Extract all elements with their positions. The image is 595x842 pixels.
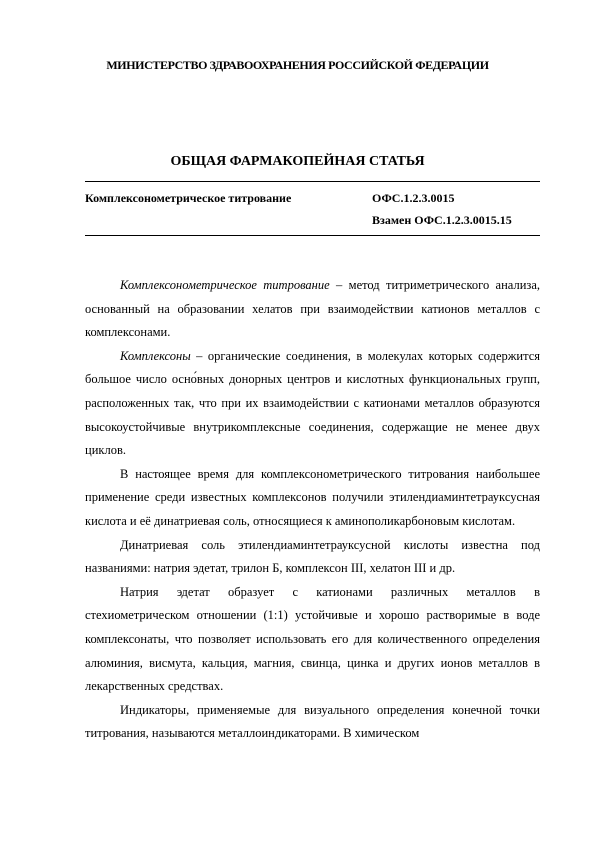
document-type-title: ОБЩАЯ ФАРМАКОПЕЙНАЯ СТАТЬЯ [170,154,425,169]
paragraph-sodium-edetate: Натрия эдетат образует с катионами различных металлов в стехиометрическом отношении (1:1) устойчивые и хорошо растворимые в воде комплексонаты, что позволяет использовать его для количественного определения алюминия, висмута, кальция, магния, свинца, цинка и других ионов металлов в лекарственных средствах. [85,584,540,694]
paragraph-definition-text: – метод титриметрического анализа, основанный на образовании хелатов при взаимодействии катионов металлов с комплексонами. [85,278,540,340]
paragraph-definition [85,274,540,345]
paragraph-complexones [85,345,540,463]
header-top-rule [85,181,540,182]
header-bottom-rule [85,235,540,236]
term-complexones: Комплексоны [120,348,191,363]
article-code: ОФС.1.2.3.0015 [372,191,455,205]
article-replaces: Взамен ОФС.1.2.3.0015.15 [372,213,512,227]
paragraph-edta: В настоящее время для комплексонометрического титрования наибольшее применение среди известных комплексонов получили этилендиаминтетрауксусная кислота и её динатриевая соль, относящиеся к аминополикарбоновым кислотам. [85,466,540,528]
paragraph-indicators: Индикаторы, применяемые для визуального определения конечной точки титрования, называются металлоиндикаторами. В химическом [85,702,540,741]
paragraph-disodium-salt: Динатриевая соль этилендиаминтетрауксусной кислоты известна под названиями: натрия эдетат, трилон Б, комплексон III, хелатон III и др. [85,537,540,576]
article-name: Комплексонометрическое титрование [85,191,292,205]
paragraph-complexones-text: – органические соединения, в молекулах которых содержится большое число осно́вных донорных центров и кислотных функциональных групп, расположенных так, что при их взаимодействии с катионами металлов образуются высокоустойчивые внутрикомплексные соединения, содержащие не менее двух циклов. [85,348,540,458]
article-body [85,274,540,746]
term-complexometric-titration: Комплексонометрическое титрование [120,278,330,292]
ministry-heading: МИНИСТЕРСТВО ЗДРАВООХРАНЕНИЯ РОССИЙСКОЙ ФЕДЕРАЦИИ [106,58,489,72]
